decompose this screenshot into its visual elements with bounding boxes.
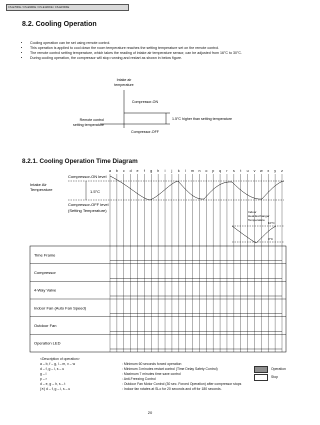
time-letter-a: a xyxy=(109,169,111,173)
time-letter-x: x xyxy=(267,169,270,173)
model-header: CS-E7DKE / CS-E9DKE / CS-E12DKE / CS-E15DKE xyxy=(6,4,129,11)
offset-label: 1.5°C higher than setting temperature xyxy=(172,117,232,121)
description-value: : Outdoor Fan Motor Control (30 sec. Forced Operation) after compressor stops xyxy=(122,382,242,386)
signal-row-label: Outdoor Fan xyxy=(34,323,57,328)
time-letter-n: n xyxy=(198,169,201,173)
intake-label: Intake Air xyxy=(30,182,47,187)
page-number: 20 xyxy=(147,410,153,415)
time-letter-g: g xyxy=(150,169,153,173)
legend xyxy=(254,365,286,381)
time-letter-v: v xyxy=(253,169,256,173)
time-letter-w: w xyxy=(260,169,263,173)
description-value: : Minimum 60 seconds forced operation xyxy=(122,362,182,366)
intake-air-label: temperature xyxy=(114,83,134,87)
bullet-item: • During cooling operation, the compressor will stop running and restart as shown in below figure. xyxy=(30,56,292,61)
operation-description xyxy=(40,357,260,392)
hx-label: Indoor xyxy=(248,210,257,214)
time-letter-m: m xyxy=(191,169,195,173)
description-key: (✕) d – f, g – i, s – u xyxy=(40,387,71,391)
time-letter-r: r xyxy=(226,169,228,173)
description-key: g – l xyxy=(40,372,47,376)
signal-row-label: Time Frame xyxy=(34,252,56,258)
description-key: d – e, g – h, s – t xyxy=(40,382,66,386)
intake-air-label: Intake air xyxy=(116,78,132,82)
time-letter-o: o xyxy=(205,169,208,173)
time-letter-e: e xyxy=(136,169,139,173)
temp-lo-label: 0°C xyxy=(268,237,274,241)
description-key: a – b, f – g, l – m, v – w xyxy=(40,362,76,366)
signal-row-label: Indoor Fan (Auto Fan Speed) xyxy=(34,305,87,311)
description-title: <Description of operation> xyxy=(40,357,80,361)
time-letter-c: c xyxy=(122,169,125,173)
legend-operation-label: Operation xyxy=(271,367,286,371)
description-key: d – f, g – i, s – u xyxy=(40,367,65,371)
description-value: : Maximum 7 minutes time save control xyxy=(122,372,181,376)
time-letter-h: h xyxy=(157,169,160,173)
description-item xyxy=(40,387,260,392)
hx-label: Temperature xyxy=(248,218,265,222)
hx-label: Heat Exchanger xyxy=(248,214,270,218)
subsection-title: 8.2.1. Cooling Operation Time Diagram xyxy=(22,158,138,165)
bullet-item: • This operation is applied to cool down the room temperature reaches the setting temperature set on the remote control. xyxy=(30,46,292,51)
intake-temperature-curve xyxy=(110,176,284,200)
remote-setting-label: Remote control xyxy=(79,118,104,122)
time-letter-j: j xyxy=(171,169,173,173)
legend-stop-swatch xyxy=(254,374,268,381)
bullet-item: • The remote control setting temperature, which takes the reading of intake air temperature sensor, can be adjusted from 16°C to 30°C. xyxy=(30,51,292,56)
delta-label: 1.5°C xyxy=(90,189,101,194)
section-title: 8.2. Cooling Operation xyxy=(22,21,97,28)
remote-setting-label: setting temperature xyxy=(73,123,104,127)
time-letter-b: b xyxy=(115,169,118,173)
signal-row-label: 4-Way Valve xyxy=(34,287,57,293)
time-letter-d: d xyxy=(129,169,132,173)
comp-off-level-label: (Setting Temperature) xyxy=(68,208,107,213)
time-letter-i: i xyxy=(164,169,166,173)
signal-row-label: Compressor xyxy=(34,270,56,275)
legend-operation xyxy=(254,365,286,373)
time-letter-f: f xyxy=(143,169,145,173)
temp-hi-label: 10°C xyxy=(268,221,275,225)
time-letter-k: k xyxy=(177,169,180,173)
legend-stop-label: Stop xyxy=(271,375,278,379)
compressor-off-label: Compressor-OFF xyxy=(131,130,159,134)
time-letter-l: l xyxy=(185,169,187,173)
time-letter-t: t xyxy=(240,169,242,173)
time-gridlines xyxy=(110,174,282,352)
time-letter-s: s xyxy=(232,169,235,173)
time-letter-p: p xyxy=(212,169,215,173)
time-letter-y: y xyxy=(274,169,277,173)
comp-on-level-label: Compressor-ON level xyxy=(68,174,107,179)
description-value: : Minimum 3 minutes restart control (Time Delay Safety Control) xyxy=(122,367,218,371)
description-value: : Anti-Freezing Control xyxy=(122,377,156,381)
time-letters xyxy=(109,169,283,173)
legend-operation-swatch xyxy=(254,366,268,373)
signal-row-label: Operation LED xyxy=(34,340,61,346)
legend-stop xyxy=(254,373,286,381)
time-letter-q: q xyxy=(219,169,222,173)
bullet-item: • Cooling operation can be set using remote control. xyxy=(30,41,292,46)
intake-label: Temperature xyxy=(30,187,53,192)
compressor-on-label: Compressor-ON xyxy=(131,100,159,104)
comp-off-level-label: Compressor-OFF level xyxy=(68,202,109,207)
time-letter-z: z xyxy=(281,169,283,173)
time-letter-u: u xyxy=(246,169,249,173)
description-key: p – r xyxy=(40,377,47,381)
description-value: : Indoor fan rotates at SLo for 20 seconds and off for 180 seconds. xyxy=(122,387,222,391)
